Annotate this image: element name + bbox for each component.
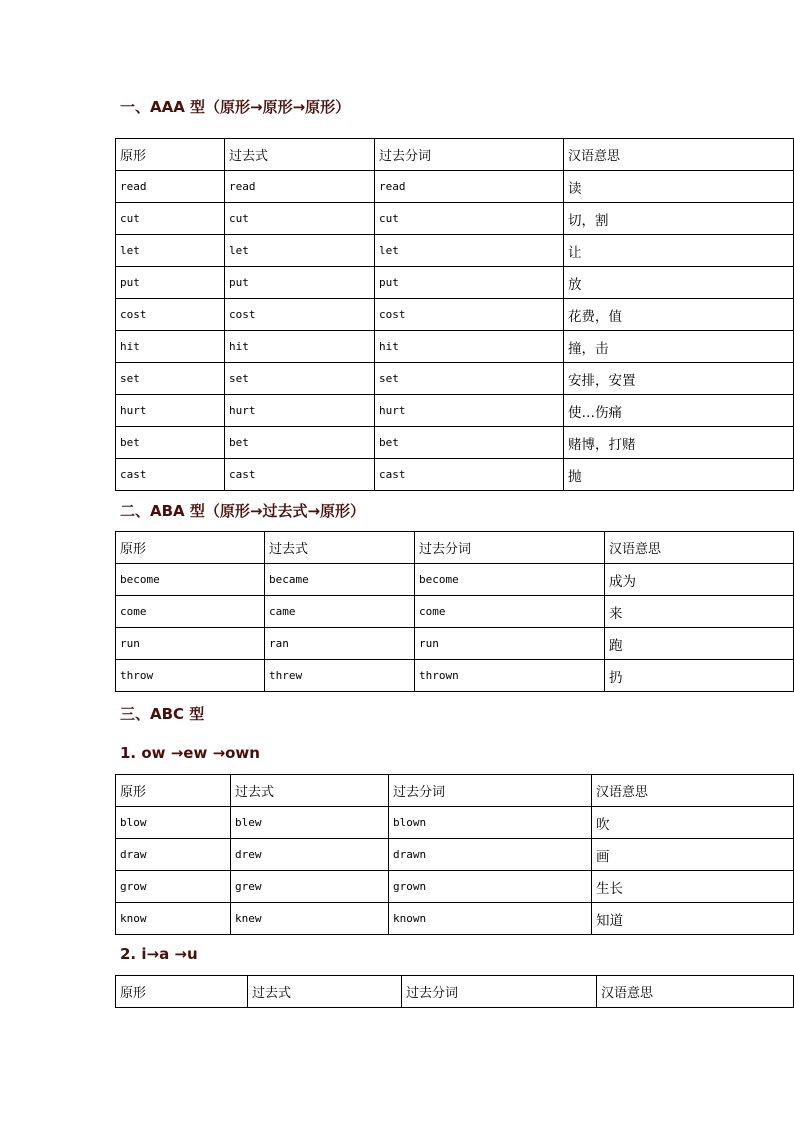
chinese-meaning-cell: 放	[564, 267, 794, 299]
past-participle-cell: bet	[375, 427, 564, 459]
header-past-tense: 过去式	[231, 775, 389, 807]
aaa-table	[115, 138, 794, 491]
past-participle-cell: hurt	[375, 395, 564, 427]
past-participle-cell: thrown	[415, 660, 605, 692]
base-form-cell: cut	[116, 203, 225, 235]
past-participle-cell: cost	[375, 299, 564, 331]
table-row	[116, 564, 794, 596]
chinese-meaning-cell: 抛	[564, 459, 794, 491]
past-participle-cell: set	[375, 363, 564, 395]
table-row	[116, 171, 794, 203]
past-participle-cell: run	[415, 628, 605, 660]
table-row	[116, 839, 794, 871]
table-row	[116, 596, 794, 628]
chinese-meaning-cell: 让	[564, 235, 794, 267]
past-tense-cell: came	[265, 596, 415, 628]
header-chinese-meaning: 汉语意思	[597, 976, 794, 1008]
subsection1-heading: 1. ow →ew →own	[120, 744, 260, 762]
base-form-cell: draw	[116, 839, 231, 871]
header-chinese-meaning: 汉语意思	[605, 532, 794, 564]
table-row	[116, 903, 794, 935]
past-tense-cell: set	[225, 363, 375, 395]
base-form-cell: bet	[116, 427, 225, 459]
past-participle-cell: grown	[389, 871, 592, 903]
past-participle-cell: cast	[375, 459, 564, 491]
past-participle-cell: cut	[375, 203, 564, 235]
header-past-participle: 过去分词	[402, 976, 597, 1008]
subsection2-heading: 2. i→a →u	[120, 945, 198, 963]
past-tense-cell: read	[225, 171, 375, 203]
table-row	[116, 628, 794, 660]
table-row	[116, 203, 794, 235]
past-tense-cell: knew	[231, 903, 389, 935]
header-base-form: 原形	[116, 532, 265, 564]
table-header-row	[116, 775, 794, 807]
base-form-cell: cast	[116, 459, 225, 491]
table-row	[116, 395, 794, 427]
chinese-meaning-cell: 赌博，打赌	[564, 427, 794, 459]
table-header-row	[116, 139, 794, 171]
past-participle-cell: become	[415, 564, 605, 596]
chinese-meaning-cell: 来	[605, 596, 794, 628]
past-tense-cell: ran	[265, 628, 415, 660]
past-tense-cell: hit	[225, 331, 375, 363]
base-form-cell: hurt	[116, 395, 225, 427]
header-past-tense: 过去式	[265, 532, 415, 564]
chinese-meaning-cell: 吹	[592, 807, 794, 839]
past-participle-cell: put	[375, 267, 564, 299]
header-base-form: 原形	[116, 775, 231, 807]
header-past-tense: 过去式	[248, 976, 402, 1008]
past-participle-cell: come	[415, 596, 605, 628]
past-participle-cell: drawn	[389, 839, 592, 871]
base-form-cell: let	[116, 235, 225, 267]
table-row	[116, 267, 794, 299]
chinese-meaning-cell: 使…伤痛	[564, 395, 794, 427]
header-past-participle: 过去分词	[415, 532, 605, 564]
section1-heading: 一、AAA 型（原形→原形→原形）	[120, 98, 351, 116]
chinese-meaning-cell: 切，割	[564, 203, 794, 235]
chinese-meaning-cell: 扔	[605, 660, 794, 692]
base-form-cell: come	[116, 596, 265, 628]
past-tense-cell: hurt	[225, 395, 375, 427]
past-tense-cell: grew	[231, 871, 389, 903]
base-form-cell: put	[116, 267, 225, 299]
past-tense-cell: became	[265, 564, 415, 596]
base-form-cell: know	[116, 903, 231, 935]
past-tense-cell: cost	[225, 299, 375, 331]
table-row	[116, 427, 794, 459]
table-row	[116, 871, 794, 903]
past-participle-cell: hit	[375, 331, 564, 363]
past-tense-cell: let	[225, 235, 375, 267]
past-tense-cell: cast	[225, 459, 375, 491]
chinese-meaning-cell: 生长	[592, 871, 794, 903]
header-past-participle: 过去分词	[375, 139, 564, 171]
base-form-cell: hit	[116, 331, 225, 363]
chinese-meaning-cell: 画	[592, 839, 794, 871]
past-tense-cell: blew	[231, 807, 389, 839]
table-row	[116, 807, 794, 839]
chinese-meaning-cell: 安排，安置	[564, 363, 794, 395]
table-row	[116, 363, 794, 395]
base-form-cell: set	[116, 363, 225, 395]
chinese-meaning-cell: 成为	[605, 564, 794, 596]
past-participle-cell: blown	[389, 807, 592, 839]
table-row	[116, 235, 794, 267]
base-form-cell: grow	[116, 871, 231, 903]
aba-table	[115, 531, 794, 692]
base-form-cell: run	[116, 628, 265, 660]
table-header-row	[116, 976, 794, 1008]
base-form-cell: read	[116, 171, 225, 203]
past-participle-cell: read	[375, 171, 564, 203]
table-row	[116, 299, 794, 331]
past-tense-cell: put	[225, 267, 375, 299]
past-tense-cell: drew	[231, 839, 389, 871]
header-base-form: 原形	[116, 139, 225, 171]
chinese-meaning-cell: 跑	[605, 628, 794, 660]
header-past-participle: 过去分词	[389, 775, 592, 807]
chinese-meaning-cell: 撞，击	[564, 331, 794, 363]
table-row	[116, 331, 794, 363]
header-chinese-meaning: 汉语意思	[564, 139, 794, 171]
header-chinese-meaning: 汉语意思	[592, 775, 794, 807]
header-base-form: 原形	[116, 976, 248, 1008]
chinese-meaning-cell: 知道	[592, 903, 794, 935]
past-tense-cell: bet	[225, 427, 375, 459]
past-tense-cell: threw	[265, 660, 415, 692]
base-form-cell: blow	[116, 807, 231, 839]
past-participle-cell: known	[389, 903, 592, 935]
ow-ew-own-table	[115, 774, 794, 935]
header-past-tense: 过去式	[225, 139, 375, 171]
past-participle-cell: let	[375, 235, 564, 267]
table-header-row	[116, 532, 794, 564]
table-row	[116, 660, 794, 692]
past-tense-cell: cut	[225, 203, 375, 235]
chinese-meaning-cell: 花费，值	[564, 299, 794, 331]
base-form-cell: become	[116, 564, 265, 596]
base-form-cell: cost	[116, 299, 225, 331]
section2-heading: 二、ABA 型（原形→过去式→原形）	[120, 502, 366, 520]
chinese-meaning-cell: 读	[564, 171, 794, 203]
table-row	[116, 459, 794, 491]
section3-heading: 三、ABC 型	[120, 705, 205, 723]
base-form-cell: throw	[116, 660, 265, 692]
i-a-u-table	[115, 975, 794, 1008]
